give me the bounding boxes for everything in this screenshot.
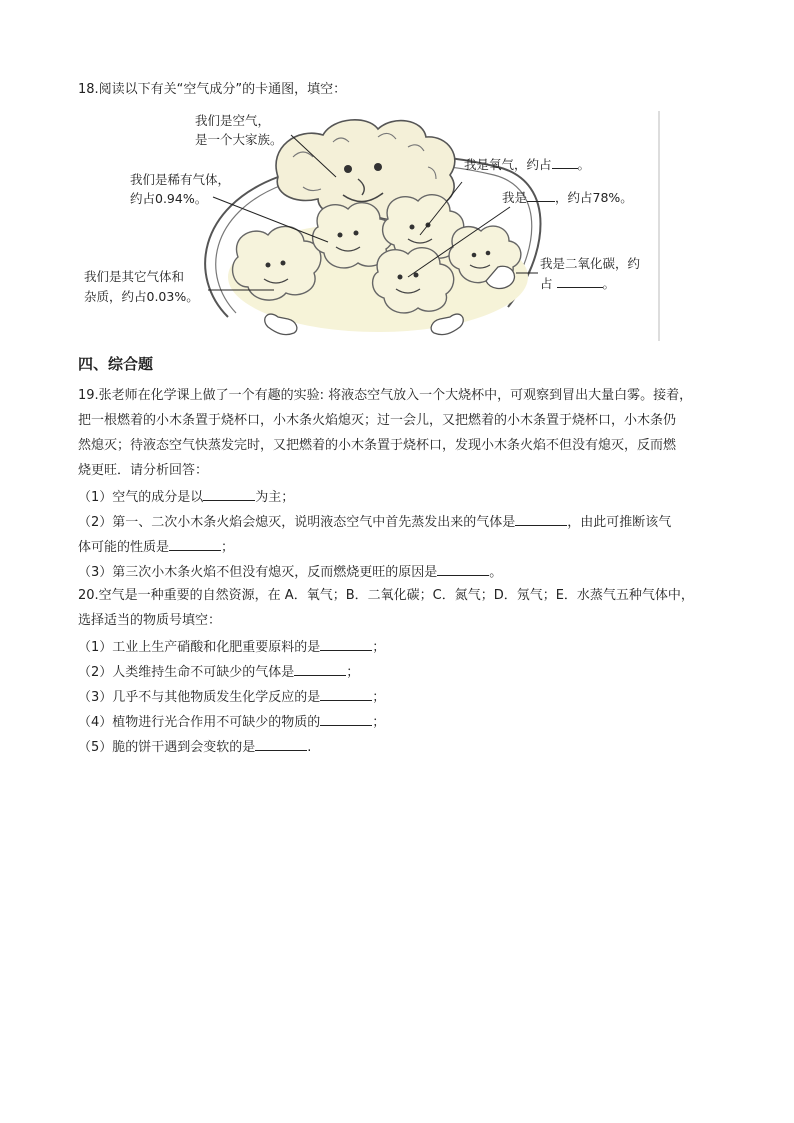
q20-item-3 xyxy=(78,686,385,708)
co2-label-line1: 我是二氧化碳，约 xyxy=(540,256,641,271)
air-cartoon-figure xyxy=(78,107,668,343)
q19-sub2b xyxy=(78,536,234,558)
q20-line-1: 20.空气是一种重要的自然资源，在 A．氧气；B．二氧化碳；C．氮气；D．氖气；E．水蒸气五种气体中， xyxy=(78,588,694,603)
q20-item-1 xyxy=(78,636,385,658)
q19-sub2b-end: ； xyxy=(221,540,235,555)
q20-item-4-text: （4）植物进行光合作用不可缺少的物质的 xyxy=(78,715,321,730)
q20-item-3-text: （3）几乎不与其他物质发生化学反应的是 xyxy=(78,690,321,705)
nitrogen-label xyxy=(502,187,633,207)
q19-line-2: 把一根燃着的小木条置于烧杯口，小木条火焰熄灭；过一会儿，又把燃着的小木条置于烧杯口，小木条仍 xyxy=(78,413,677,428)
q20-item-4 xyxy=(78,711,385,733)
nitrogen-label-text: 我是 xyxy=(502,190,528,205)
air-cartoon-illustration xyxy=(78,107,668,343)
q20-item-5-end: . xyxy=(307,740,312,755)
q20-item-1-text: （1）工业上生产硝酸和化肥重要原料的是 xyxy=(78,640,321,655)
co2-label-end: 。 xyxy=(602,276,616,291)
q18-prompt: 18.阅读以下有关“空气成分”的卡通图，填空： xyxy=(78,82,347,97)
q20-item-2 xyxy=(78,661,359,683)
q20-item-1-blank[interactable] xyxy=(320,636,372,651)
oxygen-label xyxy=(464,154,590,174)
q19-sub1-blank[interactable] xyxy=(203,486,255,501)
figure-edge-divider xyxy=(658,111,660,341)
q19-sub2b-text: 体可能的性质是 xyxy=(78,540,170,555)
q19-sub3-text: （3）第三次小木条火焰不但没有熄灭，反而燃烧更旺的原因是 xyxy=(78,565,438,580)
q20-item-5-text: （5）脆的饼干遇到会变软的是 xyxy=(78,740,256,755)
q19-sub3-end: 。 xyxy=(489,565,503,580)
q19-sub2-text: （2）第一、二次小木条火焰会熄灭，说明液态空气中首先蒸发出来的气体是 xyxy=(78,515,516,530)
air-label-line1: 我们是空气， xyxy=(195,113,271,128)
other-gas-label-line2: 杂质，约占0.03%。 xyxy=(84,289,199,304)
rare-gas-label-line1: 我们是稀有气体， xyxy=(130,172,231,187)
q19-line-3: 然熄灭；待液态空气快蒸发完时，又把燃着的小木条置于烧杯口，发现小木条火焰不但没有熄灭，反而燃 xyxy=(78,438,677,453)
q19-sub3 xyxy=(78,561,502,583)
section-heading: 四、综合题 xyxy=(78,355,154,373)
q20-item-5-blank[interactable] xyxy=(255,736,307,751)
air-label-line2: 是一个大家族。 xyxy=(195,132,283,147)
q19-line-1: 19.张老师在化学课上做了一个有趣的实验: 将液态空气放入一个大烧杯中，可观察到冒出大量白雾。接着， xyxy=(78,388,693,403)
co2-label-line2 xyxy=(540,273,615,293)
oxygen-label-text: 我是氧气，约占 xyxy=(464,157,552,172)
oxygen-label-end: 。 xyxy=(577,157,591,172)
q20-item-1-end: ； xyxy=(372,640,386,655)
q19-sub3-blank[interactable] xyxy=(437,561,489,576)
q19-sub2-blank[interactable] xyxy=(515,511,567,526)
q19-sub1 xyxy=(78,486,294,508)
q20-item-4-blank[interactable] xyxy=(320,711,372,726)
q20-item-4-end: ； xyxy=(372,715,386,730)
q19-line-4: 烧更旺．请分析回答： xyxy=(78,463,209,478)
q20-item-3-blank[interactable] xyxy=(320,686,372,701)
q20-item-2-blank[interactable] xyxy=(294,661,346,676)
q19-sub2b-blank[interactable] xyxy=(169,536,221,551)
q19-sub2 xyxy=(78,511,671,533)
q20-item-3-end: ； xyxy=(372,690,386,705)
nitrogen-blank[interactable] xyxy=(527,187,555,202)
q20-line-2: 选择适当的物质号填空： xyxy=(78,613,222,628)
nitrogen-label-end: ，约占78%。 xyxy=(555,190,633,205)
q20-item-2-end: ； xyxy=(346,665,360,680)
other-gas-label-line1: 我们是其它气体和 xyxy=(84,269,185,284)
q19-sub2-end: ，由此可推断该气 xyxy=(567,515,672,530)
q19-sub1-end: 为主； xyxy=(255,490,295,505)
q19-sub1-text: （1）空气的成分是以 xyxy=(78,490,204,505)
co2-label-text: 占 xyxy=(540,276,553,291)
q20-item-5 xyxy=(78,736,311,758)
oxygen-blank[interactable] xyxy=(552,154,578,169)
rare-gas-label-line2: 约占0.94%。 xyxy=(130,191,208,206)
co2-blank[interactable] xyxy=(557,273,603,288)
q20-item-2-text: （2）人类维持生命不可缺少的气体是 xyxy=(78,665,295,680)
